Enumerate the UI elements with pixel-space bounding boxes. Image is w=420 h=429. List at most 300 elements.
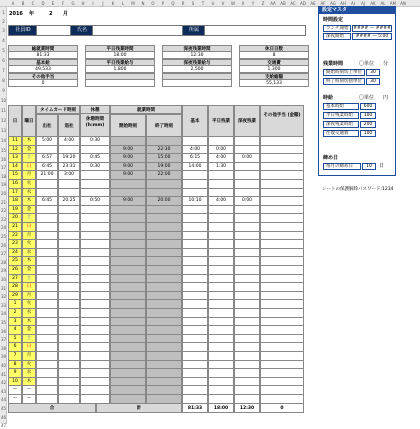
start-time-cell[interactable]: 9:00 — [110, 171, 146, 180]
row-number[interactable]: 33 — [0, 302, 7, 308]
leave-cell[interactable] — [58, 395, 80, 404]
arrive-cell[interactable] — [36, 223, 58, 232]
end-time-cell[interactable] — [146, 206, 182, 215]
row-number[interactable]: 3 — [2, 28, 5, 33]
start-time-cell[interactable] — [110, 214, 146, 223]
wage-setting-input[interactable]: 100 — [360, 112, 376, 119]
start-time-cell[interactable] — [110, 309, 146, 318]
start-time-cell[interactable]: 9:00 — [110, 197, 146, 206]
leave-cell[interactable] — [58, 180, 80, 189]
start-time-cell[interactable]: 9:00 — [110, 163, 146, 172]
rest-cell[interactable] — [80, 283, 110, 292]
rest-cell[interactable] — [80, 214, 110, 223]
column-letter[interactable]: AK — [370, 1, 376, 6]
start-time-cell[interactable] — [110, 335, 146, 344]
end-time-cell[interactable] — [146, 249, 182, 258]
total-basic: 81:33 — [182, 404, 208, 413]
row-number[interactable]: 1 — [2, 10, 5, 15]
column-letter[interactable]: AD — [300, 1, 306, 6]
end-time-cell[interactable] — [146, 189, 182, 198]
column-letter[interactable]: AN — [400, 1, 406, 6]
leave-cell[interactable] — [58, 343, 80, 352]
start-time-cell[interactable] — [110, 206, 146, 215]
arrive-cell[interactable] — [36, 352, 58, 361]
row-number[interactable]: 31 — [0, 285, 7, 291]
other-allowance-cell[interactable] — [260, 171, 304, 180]
column-letter[interactable]: Q — [171, 1, 175, 6]
leave-cell[interactable] — [58, 206, 80, 215]
arrive-cell[interactable] — [36, 343, 58, 352]
other-allowance-cell[interactable] — [260, 180, 304, 189]
rest-cell[interactable] — [80, 292, 110, 301]
row-number[interactable]: 32 — [0, 294, 7, 300]
leave-cell[interactable] — [58, 318, 80, 327]
arrive-cell[interactable] — [36, 249, 58, 258]
end-time-cell[interactable] — [146, 266, 182, 275]
ot-setting-input[interactable]: 30 — [366, 69, 380, 76]
column-letter[interactable]: AB — [280, 1, 286, 6]
arrive-cell[interactable] — [36, 335, 58, 344]
other-allowance-cell[interactable] — [260, 335, 304, 344]
column-letter[interactable]: AL — [380, 1, 386, 6]
row-number[interactable]: 14 — [0, 138, 7, 143]
start-time-cell[interactable] — [110, 240, 146, 249]
row-number[interactable]: 24 — [0, 225, 7, 231]
leave-cell[interactable] — [58, 352, 80, 361]
leave-cell[interactable] — [58, 214, 80, 223]
row-number[interactable]: 42 — [0, 380, 7, 386]
row-number[interactable]: 10 — [0, 98, 7, 103]
column-letter[interactable]: AE — [310, 1, 316, 6]
row-number[interactable]: 16 — [0, 156, 7, 162]
column-letter[interactable]: B — [21, 1, 25, 6]
leave-cell[interactable] — [58, 266, 80, 275]
ot-setting-input[interactable]: 30 — [366, 78, 380, 85]
arrive-cell[interactable]: 6:45 — [36, 197, 58, 206]
end-time-cell[interactable] — [146, 369, 182, 378]
leave-cell[interactable] — [58, 257, 80, 266]
rest-cell[interactable] — [80, 378, 110, 387]
night-ot-cell — [234, 292, 260, 301]
column-letter[interactable]: H — [81, 1, 85, 6]
column-letter[interactable]: C — [31, 1, 35, 6]
rest-cell[interactable] — [80, 249, 110, 258]
column-letter[interactable]: D — [41, 1, 45, 6]
row-number[interactable]: 20 — [0, 191, 7, 196]
rest-cell[interactable] — [80, 240, 110, 249]
leave-cell[interactable] — [58, 300, 80, 309]
rest-cell[interactable] — [80, 232, 110, 241]
start-time-cell[interactable] — [110, 395, 146, 404]
arrive-cell[interactable] — [36, 180, 58, 189]
start-time-cell[interactable] — [110, 257, 146, 266]
other-allowance-cell[interactable] — [260, 223, 304, 232]
rest-cell[interactable] — [80, 386, 110, 395]
column-letter[interactable]: E — [51, 1, 55, 6]
other-allowance-cell[interactable] — [260, 326, 304, 335]
total-label: 合 — [8, 404, 96, 413]
other-allowance-cell[interactable] — [260, 257, 304, 266]
other-allowance-cell[interactable] — [260, 318, 304, 327]
start-time-cell[interactable] — [110, 300, 146, 309]
day-cell: 10 — [8, 378, 22, 387]
column-letter[interactable]: A — [11, 1, 15, 6]
column-letter[interactable]: G — [71, 1, 75, 6]
column-letter[interactable]: L — [121, 1, 125, 6]
end-time-cell[interactable] — [146, 232, 182, 241]
row-number[interactable]: 45 — [0, 406, 7, 411]
day-cell: 14 — [8, 163, 22, 172]
row-number[interactable]: 6 — [2, 58, 5, 63]
other-allowance-cell[interactable] — [260, 163, 304, 172]
start-time-cell[interactable] — [110, 292, 146, 301]
other-allowance-cell[interactable] — [260, 249, 304, 258]
row-number[interactable]: 47 — [0, 423, 7, 429]
rest-cell[interactable]: 0:45 — [80, 154, 110, 163]
rest-cell[interactable]: 0:30 — [80, 137, 110, 146]
close-day-input[interactable]: 10 — [362, 163, 376, 170]
column-letter[interactable]: F — [61, 1, 65, 6]
other-allowance-cell[interactable] — [260, 395, 304, 404]
start-time-cell[interactable] — [110, 343, 146, 352]
column-letter[interactable]: V — [221, 1, 225, 6]
rest-cell[interactable] — [80, 180, 110, 189]
column-letter[interactable]: AC — [290, 1, 296, 6]
row-number[interactable]: 46 — [0, 414, 7, 420]
column-letter[interactable]: R — [181, 1, 185, 6]
leave-cell[interactable] — [58, 189, 80, 198]
rest-cell[interactable] — [80, 146, 110, 155]
leave-cell[interactable]: 3:00 — [58, 171, 80, 180]
end-time-cell[interactable] — [146, 300, 182, 309]
row-number[interactable]: 30 — [0, 277, 7, 282]
row-number[interactable]: 23 — [0, 216, 7, 222]
row-number[interactable]: 29 — [0, 268, 7, 274]
other-allowance-cell[interactable] — [260, 197, 304, 206]
row-number[interactable]: 11 — [0, 108, 7, 113]
row-number[interactable]: 18 — [0, 173, 7, 179]
other-allowance-cell[interactable] — [260, 275, 304, 284]
start-time-cell[interactable] — [110, 352, 146, 361]
end-time-cell[interactable]: 22:30 — [146, 146, 182, 155]
rest-cell[interactable] — [80, 275, 110, 284]
arrive-cell[interactable]: 6:57 — [36, 154, 58, 163]
end-time-cell[interactable] — [146, 326, 182, 335]
rest-cell[interactable] — [80, 318, 110, 327]
leave-cell[interactable]: 19:20 — [58, 154, 80, 163]
end-time-cell[interactable] — [146, 283, 182, 292]
start-time-cell[interactable] — [110, 386, 146, 395]
rest-cell[interactable] — [80, 343, 110, 352]
row-number[interactable]: 41 — [0, 371, 7, 377]
column-letter[interactable]: X — [241, 1, 245, 6]
rest-cell[interactable] — [80, 223, 110, 232]
arrive-cell[interactable] — [36, 283, 58, 292]
arrive-cell[interactable] — [36, 257, 58, 266]
leave-cell[interactable] — [58, 335, 80, 344]
arrive-cell[interactable] — [36, 206, 58, 215]
leave-cell[interactable] — [58, 309, 80, 318]
arrive-cell[interactable] — [36, 361, 58, 370]
other-allowance-cell[interactable] — [260, 214, 304, 223]
start-time-header: 開始時刻 — [110, 114, 146, 137]
rest-cell[interactable] — [80, 395, 110, 404]
leave-cell[interactable]: 23:31 — [58, 163, 80, 172]
end-time-cell[interactable] — [146, 335, 182, 344]
end-time-cell[interactable] — [146, 180, 182, 189]
end-time-cell[interactable] — [146, 240, 182, 249]
end-time-cell[interactable]: 20:00 — [146, 197, 182, 206]
row-number[interactable]: 25 — [0, 234, 7, 239]
name-input[interactable] — [92, 25, 184, 36]
lunch-range[interactable] — [352, 25, 392, 32]
leave-cell[interactable] — [58, 283, 80, 292]
end-time-cell[interactable] — [146, 395, 182, 404]
start-time-cell[interactable]: 9:00 — [110, 154, 146, 163]
month-cell[interactable]: 2 — [49, 11, 53, 17]
row-number[interactable]: 43 — [0, 388, 7, 394]
row-number[interactable]: 38 — [0, 345, 7, 351]
start-time-cell[interactable] — [110, 326, 146, 335]
end-time-cell[interactable] — [146, 257, 182, 266]
arrive-cell[interactable] — [36, 300, 58, 309]
column-letter[interactable]: O — [151, 1, 155, 6]
start-time-cell[interactable] — [110, 275, 146, 284]
column-letter[interactable]: U — [211, 1, 215, 6]
other-allowance-cell[interactable] — [260, 240, 304, 249]
start-time-cell[interactable] — [110, 361, 146, 370]
row-number[interactable]: 36 — [0, 328, 7, 334]
row-number[interactable]: 8 — [2, 78, 5, 83]
column-letter[interactable]: K — [111, 1, 115, 6]
row-number[interactable]: 27 — [0, 251, 7, 257]
wage-setting-input[interactable]: 100 — [360, 130, 376, 137]
start-time-cell[interactable] — [110, 180, 146, 189]
column-letter[interactable]: AF — [320, 1, 326, 6]
rest-cell[interactable]: 0:30 — [80, 163, 110, 172]
rest-cell[interactable]: 0:50 — [80, 197, 110, 206]
rest-cell[interactable] — [80, 369, 110, 378]
row-number[interactable]: 26 — [0, 242, 7, 248]
rest-cell[interactable] — [80, 309, 110, 318]
arrive-cell[interactable] — [36, 266, 58, 275]
row-number[interactable]: 28 — [0, 259, 7, 265]
arrive-cell[interactable] — [36, 292, 58, 301]
row-number[interactable]: 44 — [0, 397, 7, 403]
arrive-cell[interactable] — [36, 232, 58, 241]
other-allowance-cell[interactable] — [260, 292, 304, 301]
column-letter[interactable]: AM — [389, 1, 397, 6]
end-time-cell[interactable] — [146, 275, 182, 284]
rest-cell[interactable] — [80, 266, 110, 275]
arrive-cell[interactable] — [36, 309, 58, 318]
start-time-cell[interactable] — [110, 232, 146, 241]
arrive-cell[interactable] — [36, 326, 58, 335]
column-letter[interactable]: J — [102, 1, 104, 6]
row-number[interactable]: 34 — [0, 311, 7, 317]
end-time-cell[interactable]: 19:00 — [146, 163, 182, 172]
night-ot-cell — [234, 214, 260, 223]
night-range[interactable] — [352, 33, 392, 40]
year-cell[interactable]: 2016 — [9, 11, 23, 17]
row-number[interactable]: 40 — [0, 363, 7, 368]
other-allowance-cell[interactable] — [260, 146, 304, 155]
row-number[interactable]: 2 — [2, 19, 5, 24]
end-time-cell[interactable] — [146, 378, 182, 387]
column-letter[interactable]: M — [131, 1, 135, 6]
weekday-ot-cell — [208, 266, 234, 275]
end-time-cell[interactable] — [146, 223, 182, 232]
leave-cell[interactable] — [58, 275, 80, 284]
leave-cell[interactable] — [58, 146, 80, 155]
dept-input[interactable] — [204, 25, 306, 36]
other-allowance-cell[interactable] — [260, 309, 304, 318]
other-allowance-cell[interactable] — [260, 300, 304, 309]
other-allowance-cell[interactable] — [260, 137, 304, 146]
leave-cell[interactable] — [58, 386, 80, 395]
rest-cell[interactable] — [80, 257, 110, 266]
arrive-cell[interactable] — [36, 240, 58, 249]
other-allowance-cell[interactable] — [260, 361, 304, 370]
start-time-cell[interactable]: 9:00 — [110, 146, 146, 155]
end-time-cell[interactable] — [146, 214, 182, 223]
other-allowance-cell[interactable] — [260, 189, 304, 198]
start-time-cell[interactable] — [110, 223, 146, 232]
other-allowance-cell[interactable] — [260, 283, 304, 292]
leave-cell[interactable] — [58, 369, 80, 378]
arrive-cell[interactable] — [36, 318, 58, 327]
end-time-cell[interactable] — [146, 386, 182, 395]
column-letter[interactable]: Y — [251, 1, 255, 6]
row-number[interactable]: 12 — [0, 118, 7, 123]
row-number[interactable]: 35 — [0, 320, 7, 325]
day-cell: 20 — [8, 214, 22, 223]
other-allowance-cell[interactable] — [260, 369, 304, 378]
start-time-cell[interactable] — [110, 318, 146, 327]
leave-cell[interactable]: 4:00 — [58, 137, 80, 146]
rest-cell[interactable] — [80, 300, 110, 309]
summary-value: 8 — [239, 52, 309, 59]
wage-setting-input[interactable]: 600 — [360, 103, 376, 110]
weekday-ot-cell — [208, 257, 234, 266]
start-time-cell[interactable] — [110, 266, 146, 275]
row-number[interactable]: 15 — [0, 148, 7, 153]
column-letter[interactable]: AA — [270, 1, 276, 6]
start-time-cell[interactable] — [110, 283, 146, 292]
leave-cell[interactable] — [58, 378, 80, 387]
column-letter[interactable]: T — [201, 1, 205, 6]
row-number[interactable]: 39 — [0, 354, 7, 360]
column-letter[interactable]: AG — [330, 1, 336, 6]
summary-label — [162, 73, 232, 80]
rest-cell[interactable] — [80, 335, 110, 344]
column-letter[interactable]: I — [92, 1, 94, 6]
other-allowance-cell[interactable] — [260, 232, 304, 241]
arrive-cell[interactable] — [36, 189, 58, 198]
arrive-cell[interactable] — [36, 146, 58, 155]
leave-cell[interactable] — [58, 361, 80, 370]
end-time-cell[interactable] — [146, 137, 182, 146]
wage-setting-input[interactable]: 200 — [360, 121, 376, 128]
other-allowance-cell[interactable] — [260, 206, 304, 215]
column-letter[interactable]: S — [191, 1, 195, 6]
leave-cell[interactable] — [58, 249, 80, 258]
other-allowance-cell[interactable] — [260, 154, 304, 163]
end-time-cell[interactable] — [146, 361, 182, 370]
start-time-cell[interactable] — [110, 137, 146, 146]
start-time-cell[interactable] — [110, 249, 146, 258]
rest-cell[interactable] — [80, 189, 110, 198]
end-time-cell[interactable] — [146, 343, 182, 352]
row-number[interactable]: 4 — [2, 38, 5, 43]
rest-cell[interactable] — [80, 326, 110, 335]
row-number[interactable]: 22 — [0, 208, 7, 214]
row-number[interactable]: 9 — [2, 88, 5, 93]
rest-cell[interactable] — [80, 206, 110, 215]
column-letter[interactable]: AI — [351, 1, 355, 6]
row-number[interactable]: 19 — [0, 182, 7, 188]
arrive-cell[interactable] — [36, 395, 58, 404]
start-time-cell[interactable] — [110, 189, 146, 198]
other-allowance-cell[interactable] — [260, 386, 304, 395]
row-number[interactable]: 37 — [0, 337, 7, 343]
row-number[interactable]: 5 — [2, 48, 5, 53]
end-time-cell[interactable] — [146, 309, 182, 318]
arrive-cell[interactable]: 6:45 — [36, 163, 58, 172]
row-number[interactable]: 13 — [0, 128, 7, 133]
arrive-cell[interactable] — [36, 378, 58, 387]
column-letter[interactable]: AH — [340, 1, 346, 6]
other-allowance-cell[interactable] — [260, 352, 304, 361]
rest-cell[interactable] — [80, 352, 110, 361]
arrive-cell[interactable] — [36, 275, 58, 284]
employee-id-input[interactable] — [36, 25, 72, 36]
end-time-cell[interactable] — [146, 318, 182, 327]
end-time-cell[interactable]: 15:00 — [146, 154, 182, 163]
arrive-cell[interactable]: 21:00 — [36, 171, 58, 180]
arrive-cell[interactable] — [36, 214, 58, 223]
leave-cell[interactable] — [58, 232, 80, 241]
other-allowance-cell[interactable] — [260, 343, 304, 352]
rest-cell[interactable] — [80, 361, 110, 370]
start-time-cell[interactable] — [110, 378, 146, 387]
start-time-cell[interactable] — [110, 369, 146, 378]
row-number[interactable]: 17 — [0, 165, 7, 171]
timesheet — [7, 7, 315, 424]
column-letter[interactable]: W — [231, 1, 235, 6]
column-letter[interactable]: P — [161, 1, 165, 6]
arrive-cell[interactable] — [36, 386, 58, 395]
column-letter[interactable]: Z — [261, 1, 265, 6]
end-time-cell[interactable]: 22:00 — [146, 171, 182, 180]
other-allowance-cell[interactable] — [260, 378, 304, 387]
column-letter[interactable]: N — [141, 1, 145, 6]
leave-cell[interactable] — [58, 326, 80, 335]
arrive-cell[interactable]: 5:00 — [36, 137, 58, 146]
row-number[interactable]: 21 — [0, 199, 7, 205]
other-allowance-cell[interactable] — [260, 266, 304, 275]
rest-cell[interactable] — [80, 171, 110, 180]
leave-cell[interactable] — [58, 223, 80, 232]
row-number[interactable]: 7 — [2, 68, 5, 73]
leave-cell[interactable] — [58, 240, 80, 249]
column-letter[interactable]: AJ — [361, 1, 365, 6]
end-time-cell[interactable] — [146, 352, 182, 361]
leave-cell[interactable] — [58, 292, 80, 301]
arrive-cell[interactable] — [36, 369, 58, 378]
end-time-cell[interactable] — [146, 292, 182, 301]
leave-cell[interactable]: 20:25 — [58, 197, 80, 206]
